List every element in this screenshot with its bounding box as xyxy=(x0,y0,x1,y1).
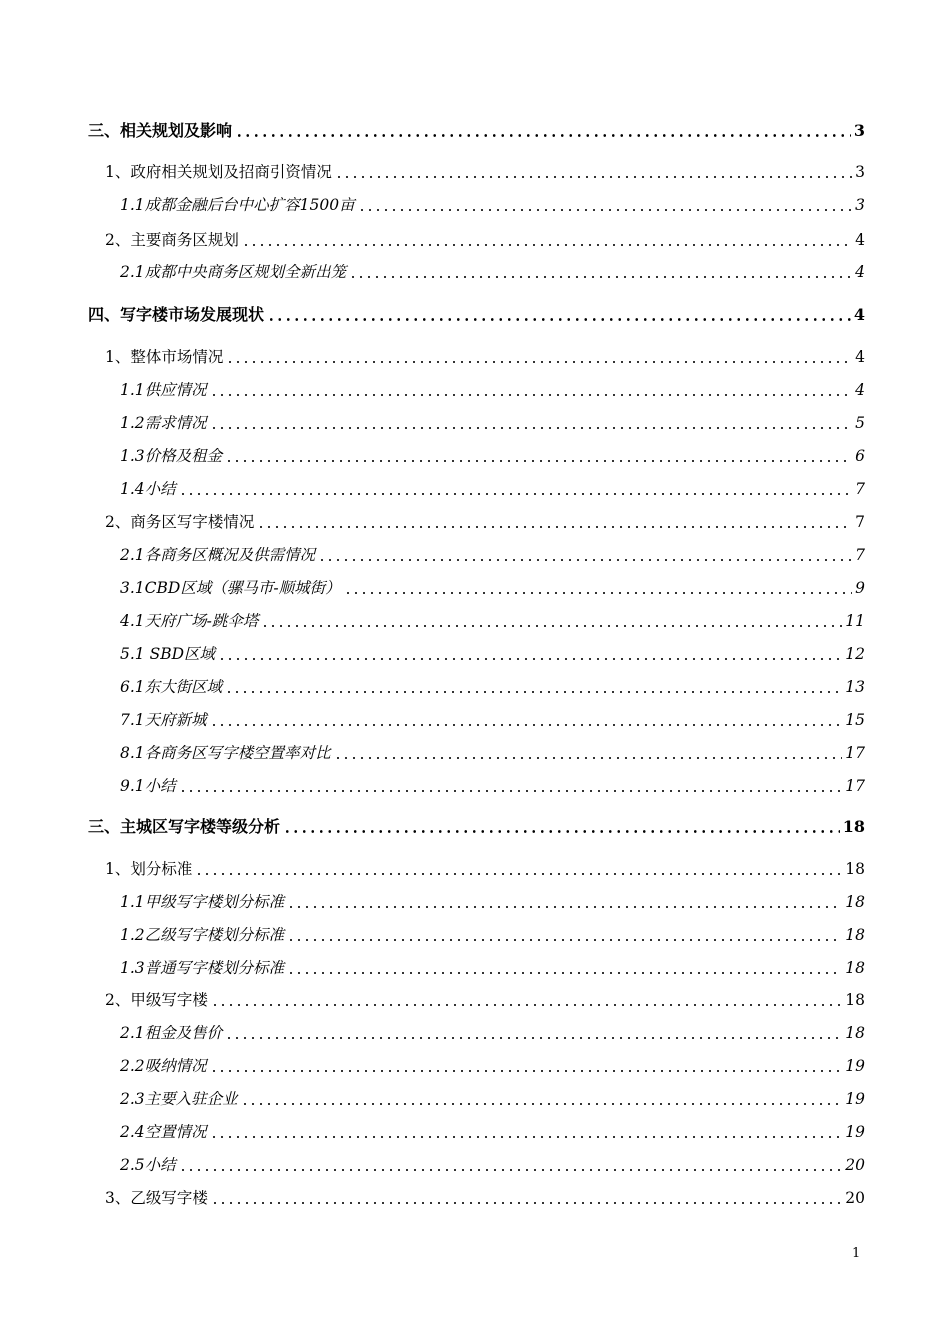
toc-entry[interactable] xyxy=(88,441,865,467)
toc-entry-page: 17 xyxy=(845,744,865,762)
toc-dot-leader xyxy=(210,1070,843,1072)
toc-entry-label: 1、政府相关规划及招商引资情况 xyxy=(105,163,332,181)
toc-entry-page: 3 xyxy=(855,196,865,214)
toc-entry[interactable] xyxy=(88,887,865,913)
toc-entry-page: 13 xyxy=(845,678,865,696)
toc-dot-leader xyxy=(179,1169,843,1171)
toc-dot-leader xyxy=(344,592,853,594)
toc-entry-label: 1、整体市场情况 xyxy=(105,348,224,366)
toc-entry-label: 7.1天府新城 xyxy=(120,711,207,729)
toc-entry[interactable] xyxy=(88,639,865,665)
toc-entry-label: 9.1小结 xyxy=(120,777,176,795)
toc-entry-page: 18 xyxy=(845,1024,865,1042)
toc-dot-leader xyxy=(225,1037,842,1039)
toc-dot-leader xyxy=(225,460,852,462)
toc-dot-leader xyxy=(287,972,842,974)
toc-entry-page: 5 xyxy=(855,414,865,432)
toc-entry-label: 4.1天府广场-跳伞塔 xyxy=(120,612,259,630)
toc-entry-label: 3.1CBD区域（骡马市-顺城街） xyxy=(120,579,341,597)
toc-entry-label: 2.5小结 xyxy=(120,1156,176,1174)
toc-dot-leader xyxy=(226,361,852,363)
toc-dot-leader xyxy=(211,1202,842,1204)
toc-entry[interactable] xyxy=(88,408,865,434)
toc-entry-page: 17 xyxy=(845,777,865,795)
toc-entry-page: 18 xyxy=(845,959,865,977)
toc-entry-page: 19 xyxy=(845,1057,865,1075)
toc-dot-leader xyxy=(257,526,852,528)
toc-dot-leader xyxy=(195,873,842,875)
toc-entry-label: 2.2吸纳情况 xyxy=(120,1057,207,1075)
toc-entry[interactable] xyxy=(88,1051,865,1077)
toc-entry[interactable] xyxy=(88,1150,865,1176)
toc-dot-leader xyxy=(235,134,851,137)
toc-entry-label: 2、甲级写字楼 xyxy=(105,991,208,1009)
toc-entry[interactable] xyxy=(88,573,865,599)
toc-entry-label: 2、主要商务区规划 xyxy=(105,231,239,249)
toc-entry[interactable] xyxy=(88,672,865,698)
toc-dot-leader xyxy=(210,394,852,396)
toc-entry-page: 4 xyxy=(855,231,865,249)
toc-entry-label: 1.3普通写字楼划分标准 xyxy=(120,959,285,977)
toc-entry-label: 2.4空置情况 xyxy=(120,1123,207,1141)
toc-entry[interactable] xyxy=(88,771,865,797)
toc-entry[interactable] xyxy=(88,738,865,764)
toc-dot-leader xyxy=(242,244,852,246)
toc-entry-page: 20 xyxy=(845,1156,865,1174)
toc-entry-page: 18 xyxy=(845,893,865,911)
toc-dot-leader xyxy=(211,1004,842,1006)
toc-entry-page: 4 xyxy=(855,263,865,281)
toc-dot-leader xyxy=(334,757,843,759)
toc-entry-page: 3 xyxy=(853,121,865,140)
toc-entry-page: 4 xyxy=(855,381,865,399)
toc-entry-page: 19 xyxy=(845,1123,865,1141)
toc-entry-label: 1.4小结 xyxy=(120,480,176,498)
toc-dot-leader xyxy=(218,658,842,660)
toc-entry[interactable] xyxy=(88,920,865,946)
toc-entry-label: 1.1成都金融后台中心扩容1500亩 xyxy=(120,196,355,214)
toc-entry-label: 1.2乙级写字楼划分标准 xyxy=(120,926,285,944)
toc-entry-page: 7 xyxy=(855,546,865,564)
page-number: 1 xyxy=(852,1246,861,1261)
toc-entry-page: 9 xyxy=(855,579,865,597)
toc-dot-leader xyxy=(241,1103,843,1105)
toc-dot-leader xyxy=(287,906,842,908)
toc-entry[interactable] xyxy=(88,474,865,500)
toc-entry-page: 4 xyxy=(853,305,865,324)
toc-entry-page: 18 xyxy=(845,991,865,1009)
toc-entry[interactable] xyxy=(88,705,865,731)
toc-entry[interactable] xyxy=(88,985,865,1011)
toc-entry[interactable] xyxy=(88,300,865,326)
toc-entry[interactable] xyxy=(88,157,865,183)
toc-entry-page: 18 xyxy=(845,926,865,944)
toc-entry-label: 2.1成都中央商务区规划全新出笼 xyxy=(120,263,347,281)
toc-entry[interactable] xyxy=(88,606,865,632)
toc-entry[interactable] xyxy=(88,225,865,251)
toc-entry-label: 三、相关规划及影响 xyxy=(88,121,233,140)
toc-entry[interactable] xyxy=(88,116,865,142)
toc-entry[interactable] xyxy=(88,190,865,216)
toc-entry-page: 6 xyxy=(855,447,865,465)
toc-entry-label: 8.1各商务区写字楼空置率对比 xyxy=(120,744,331,762)
toc-entry[interactable] xyxy=(88,257,865,283)
toc-dot-leader xyxy=(318,559,852,561)
toc-dot-leader xyxy=(358,209,853,211)
toc-entry-page: 15 xyxy=(845,711,865,729)
toc-entry[interactable] xyxy=(88,507,865,533)
toc-dot-leader xyxy=(179,790,843,792)
toc-entry[interactable] xyxy=(88,1117,865,1143)
toc-entry[interactable] xyxy=(88,1183,865,1209)
toc-entry-page: 11 xyxy=(845,612,865,630)
toc-dot-leader xyxy=(210,427,852,429)
toc-dot-leader xyxy=(267,318,851,321)
toc-entry-label: 3、乙级写字楼 xyxy=(105,1189,208,1207)
toc-dot-leader xyxy=(210,1136,843,1138)
toc-entry-label: 2.1租金及售价 xyxy=(120,1024,223,1042)
toc-entry-label: 1.3价格及租金 xyxy=(120,447,223,465)
toc-entry-page: 7 xyxy=(855,513,865,531)
toc-entry-label: 6.1东大街区域 xyxy=(120,678,223,696)
toc-dot-leader xyxy=(349,276,852,278)
toc-entry-label: 2、商务区写字楼情况 xyxy=(105,513,255,531)
toc-entry-label: 1、划分标准 xyxy=(105,860,193,878)
toc-entry-label: 三、主城区写字楼等级分析 xyxy=(88,817,281,836)
toc-entry-label: 2.1各商务区概况及供需情况 xyxy=(120,546,316,564)
toc-entry[interactable] xyxy=(88,953,865,979)
toc-entry-label: 1.1甲级写字楼划分标准 xyxy=(120,893,285,911)
toc-dot-leader xyxy=(225,691,842,693)
toc-dot-leader xyxy=(210,724,843,726)
toc-entry-label: 四、写字楼市场发展现状 xyxy=(88,305,265,324)
toc-entry-page: 18 xyxy=(842,817,865,836)
toc-entry[interactable] xyxy=(88,854,865,880)
toc-entry[interactable] xyxy=(88,540,865,566)
toc-entry-page: 4 xyxy=(855,348,865,366)
toc-entry[interactable] xyxy=(88,1084,865,1110)
toc-entry[interactable] xyxy=(88,375,865,401)
toc-entry[interactable] xyxy=(88,812,865,838)
toc-entry-page: 3 xyxy=(855,163,865,181)
toc-entry-label: 1.1供应情况 xyxy=(120,381,207,399)
toc-dot-leader xyxy=(261,625,842,627)
toc-entry-label: 5.1 SBD区域 xyxy=(120,645,216,663)
toc-entry-page: 19 xyxy=(845,1090,865,1108)
toc-entry-label: 1.2需求情况 xyxy=(120,414,207,432)
toc-entry[interactable] xyxy=(88,342,865,368)
toc-dot-leader xyxy=(335,176,852,178)
toc-entry-label: 2.3主要入驻企业 xyxy=(120,1090,238,1108)
toc-dot-leader xyxy=(287,939,842,941)
toc-dot-leader xyxy=(179,493,852,495)
toc-dot-leader xyxy=(283,830,840,833)
toc-entry-page: 18 xyxy=(845,860,865,878)
toc-entry-page: 7 xyxy=(855,480,865,498)
toc-entry-page: 12 xyxy=(845,645,865,663)
toc-entry[interactable] xyxy=(88,1018,865,1044)
toc-entry-page: 20 xyxy=(845,1189,865,1207)
